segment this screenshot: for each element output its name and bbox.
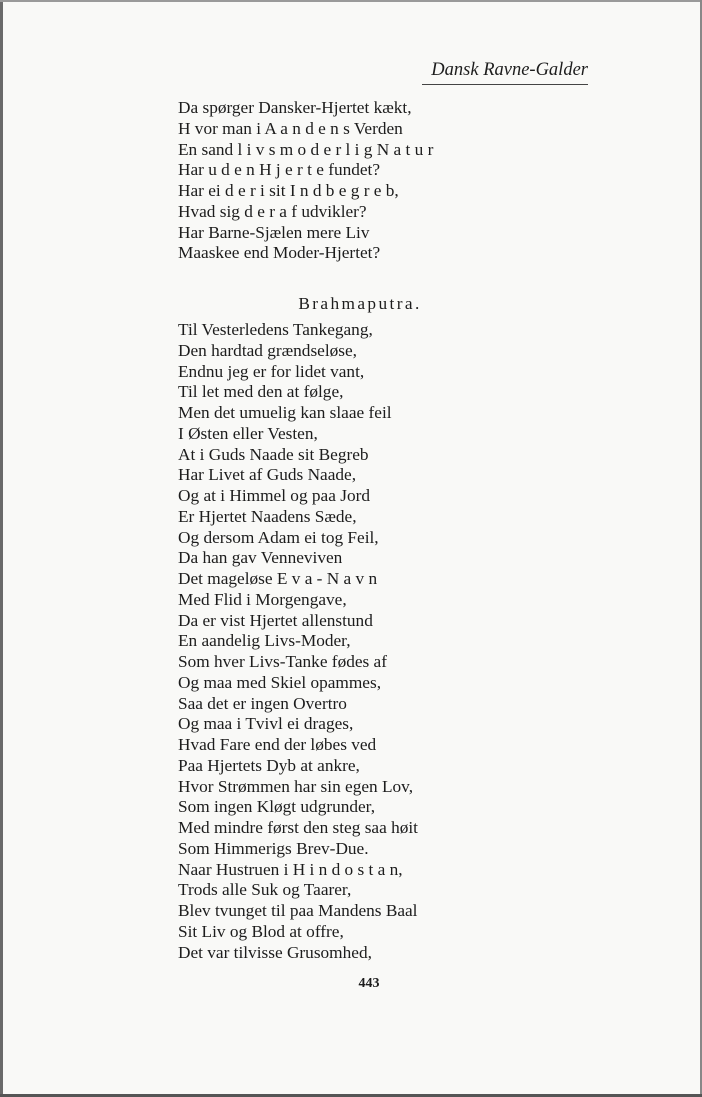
scan-edge-left xyxy=(0,0,3,1097)
poem-line: Hvor Strømmen har sin egen Lov, xyxy=(178,776,414,796)
section-title: Brahmaputra. xyxy=(298,294,422,313)
poem-line: En aandelig Livs-Moder, xyxy=(178,631,351,651)
poem-line: Trods alle Suk og Taarer, xyxy=(178,880,352,900)
poem-line: H vor man i A a n d e n s Verden xyxy=(178,118,403,138)
poem-line: En sand l i v s m o d e r l i g N a t u r xyxy=(178,139,434,159)
poem-line: Da han gav Venneviven xyxy=(178,548,343,568)
poem-line: Til Vesterledens Tankegang, xyxy=(178,320,373,339)
poem-line: Sit Liv og Blod at offre, xyxy=(178,921,344,941)
poem-line: Til let med den at følge, xyxy=(178,382,344,402)
scan-edge-top xyxy=(0,0,702,2)
poem-line: At i Guds Naade sit Begreb xyxy=(178,444,369,464)
stanza-2 xyxy=(178,320,418,963)
poem-line: Saa det er ingen Overtro xyxy=(178,693,347,713)
poem-line: Med Flid i Morgengave, xyxy=(178,589,347,609)
poem-line: Maaskee end Moder-Hjertet? xyxy=(178,243,381,263)
poem-line: Er Hjertet Naadens Sæde, xyxy=(178,506,357,526)
page-number: 443 xyxy=(358,976,380,991)
poem-line: Har u d e n H j e r t e fundet? xyxy=(178,160,381,180)
poem-line: Da spørger Dansker-Hjertet kækt, xyxy=(178,98,412,117)
poem-line: Men det umuelig kan slaae feil xyxy=(178,403,392,422)
poem-line: Paa Hjertets Dyb at ankre, xyxy=(178,755,360,775)
poem-line: Som ingen Kløgt udgrunder, xyxy=(178,797,376,817)
poem-line: Endnu jeg er for lidet vant, xyxy=(178,361,365,381)
poem-line: Med mindre først den steg saa høit xyxy=(178,818,418,837)
poem-line: Det mageløse E v a - N a v n xyxy=(178,569,378,588)
poem-line: Naar Hustruen i H i n d o s t a n, xyxy=(178,859,403,879)
poem-line: Har Barne-Sjælen mere Liv xyxy=(178,222,370,242)
running-head: Dansk Ravne-Galder xyxy=(422,60,588,85)
poem-line: Den hardtad grændseløse, xyxy=(178,340,358,360)
poem-line: Og at i Himmel og paa Jord xyxy=(178,486,370,505)
poem-line: Som Himmerigs Brev-Due. xyxy=(178,838,369,858)
poem-line: Og maa med Skiel opammes, xyxy=(178,672,382,692)
poem-line: I Østen eller Vesten, xyxy=(178,423,318,443)
poem-line: Og maa i Tvivl ei drages, xyxy=(178,714,354,734)
poem-line: Blev tvunget til paa Mandens Baal xyxy=(178,901,418,920)
poem-line: Da er vist Hjertet allenstund xyxy=(178,610,373,630)
poem-line: Har ei d e r i sit I n d b e g r e b, xyxy=(178,181,399,200)
poem-line: Hvad sig d e r a f udvikler? xyxy=(178,201,367,221)
stanza-1 xyxy=(178,98,433,264)
poem-line: Hvad Fare end der løbes ved xyxy=(178,735,377,754)
poem-line: Det var tilvisse Grusomhed, xyxy=(178,942,372,962)
poem-line: Har Livet af Guds Naade, xyxy=(178,465,357,485)
poem-line: Som hver Livs-Tanke fødes af xyxy=(178,652,387,671)
poem-line: Og dersom Adam ei tog Feil, xyxy=(178,527,379,547)
